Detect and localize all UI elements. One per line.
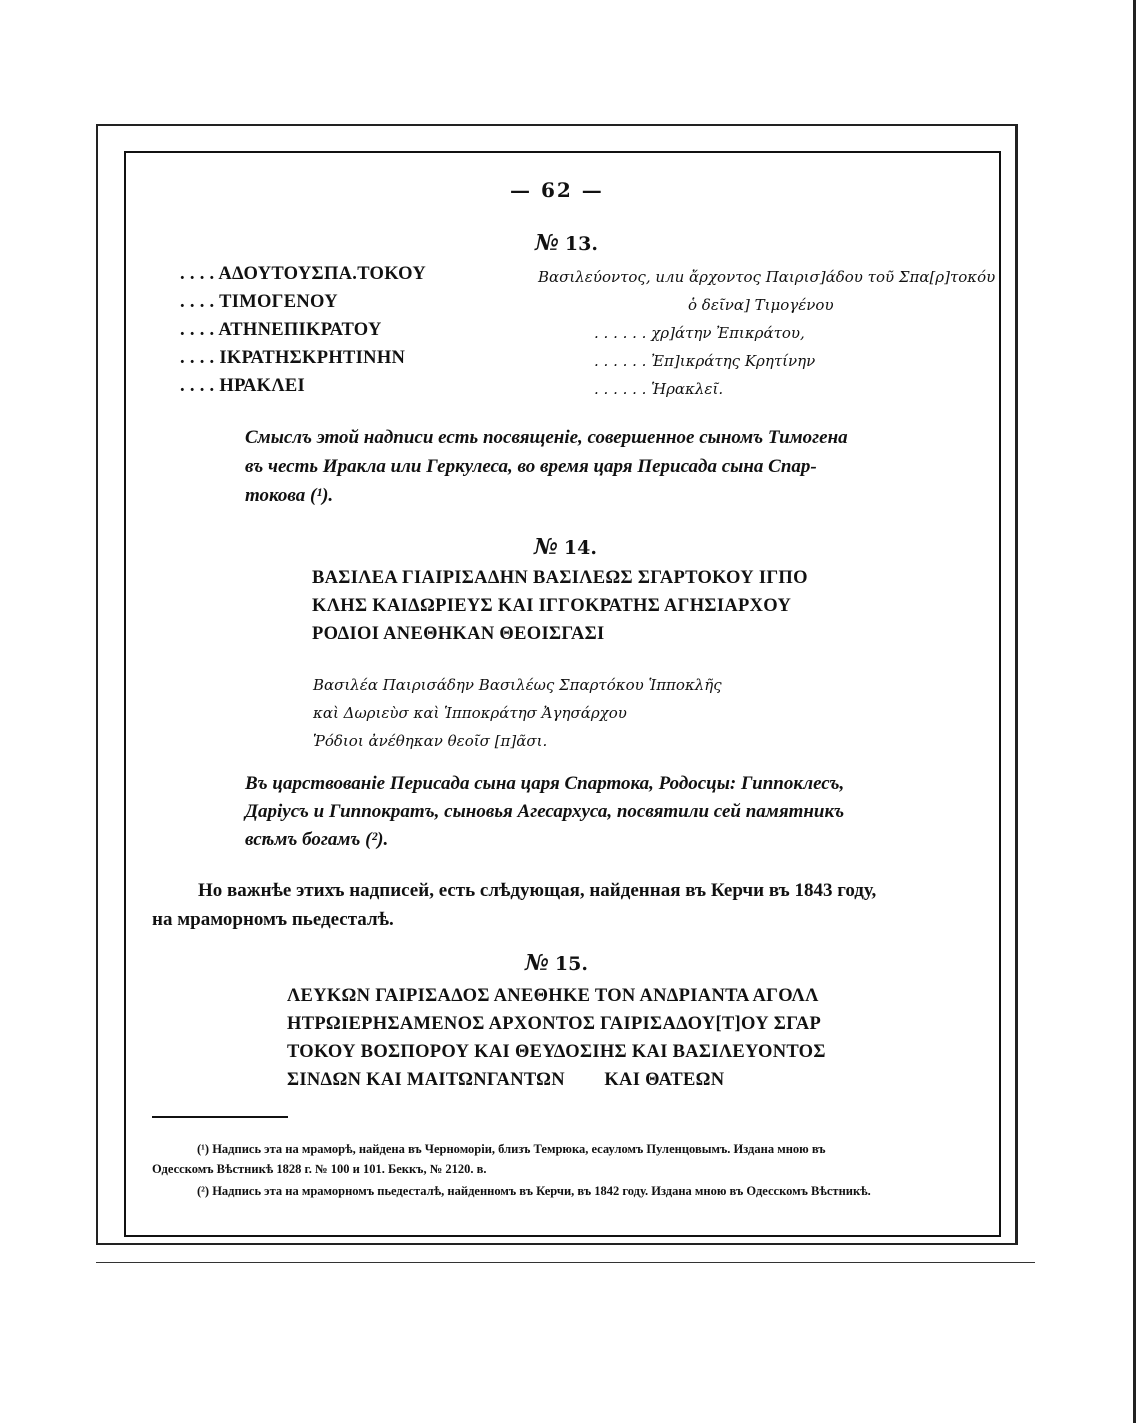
- numero-sign: №: [525, 950, 549, 976]
- inscription-15-greek-line: ΛΕΥΚΩΝ ΓΑΙΡΙΣΑΔΟΣ ΑΝΕΘΗΚΕ ΤΟΝ ΑΝΔΡΙΑΝΤΑ ΑΓΟΛΛ: [287, 986, 819, 1006]
- inscription-13-greek-line: . . . . ΗΡΑΚΛΕΙ: [180, 376, 306, 396]
- inscription-14-transcription-line: καὶ Δωριεὺσ καὶ Ἱπποκράτησ Ἀγησάρχου: [313, 704, 627, 722]
- inscription-15-greek-line: ΣΙΝΔΩΝ ΚΑΙ ΜΑΙΤΩΝΓΑΝΤΩΝ ΚΑΙ ΘΑΤΕΩΝ: [287, 1070, 725, 1090]
- inscription-14-transcription-line: Βασιλέα Παιρισάδην Βασιλέως Σπαρτόκου Ἱπποκλῆς: [313, 676, 722, 694]
- bottom-rule: [96, 1262, 1035, 1263]
- inscription-14-greek-line: ΚΛΗΣ ΚΑΙΔΩΡΙΕΥΣ ΚΑΙ ΙΓΓΟΚΡΑΤΗΣ ΑΓΗΣΙΑΡΧΟΥ: [312, 596, 792, 616]
- inscription-13-commentary-line: токова (¹).: [245, 485, 334, 506]
- body-paragraph-line: Но важнѣе этихъ надписей, есть слѣдующая, найденная въ Керчи въ 1843 году,: [198, 880, 877, 901]
- inscription-14-commentary-line: всѣмъ богамъ (²).: [245, 829, 389, 850]
- inscription-14-greek-line: ΒΑΣΙΛΕΑ ΓΙΑΙΡΙΣΑΔΗΝ ΒΑΣΙΛΕΩΣ ΣΓΑΡΤΟΚΟΥ ΙΓΠΟ: [312, 568, 808, 588]
- inscription-13-greek-line: . . . . ΑΤΗΝΕΠΙΚΡΑΤΟΥ: [180, 320, 382, 340]
- inscription-14-greek-line: ΡΟΔΙΟΙ ΑΝΕΘΗΚΑΝ ΘΕΟΙΣΓΑΣΙ: [312, 624, 605, 644]
- inscription-13-transcription-line: . . . . . . Ἡρακλεῖ.: [594, 380, 724, 398]
- numero-sign: №: [534, 534, 558, 560]
- inscription-14-transcription-line: Ῥόδιοι ἀνέθηκαν θεοῖσ [π]ᾶσι.: [313, 732, 548, 750]
- inscription-13-greek-line: . . . . ΑΔΟΥΤΟΥΣΠΑ.ΤΟΚΟΥ: [180, 264, 426, 284]
- inscription-13-transcription-line: ὁ δεῖνα] Τιμογένου: [688, 296, 834, 314]
- inscription-13-number: 13.: [564, 233, 598, 255]
- inscription-13-commentary-line: въ честь Иракла или Геркулеса, во время царя Перисада сына Спар-: [245, 456, 817, 477]
- inscription-15-greek-line: ΗΤΡΩΙΕΡΗΣΑΜΕΝΟΣ ΑΡΧΟΝΤΟΣ ΓΑΙΡΙΣΑΔΟΥ[Τ]ΟΥ ΣΓΑΡ: [287, 1014, 822, 1034]
- inscription-13-greek-line: . . . . ΤΙΜΟΓΕΝΟΥ: [180, 292, 338, 312]
- inscription-13-greek-line: . . . . ΙΚΡΑΤΗΣΚΡΗΤΙΝΗΝ: [180, 348, 406, 368]
- inscription-14-commentary-line: Даріусъ и Гиппократъ, сыновья Агесархуса, посвятили сей памятникъ: [245, 801, 845, 822]
- inscription-13-transcription-line: Βασιλεύοντος, или ἄρχοντος Παιρισ]άδου τοῦ Σπα[ρ]τοκόυ: [538, 268, 996, 286]
- inscription-13-transcription-line: . . . . . . Ἐπ]ικράτης Κρητίνην: [594, 352, 816, 370]
- footnote-line: (²) Надпись эта на мраморномъ пьедесталѣ, найденномъ въ Керчи, въ 1842 году. Издана мною въ Одесскомъ Вѣстникѣ.: [197, 1184, 871, 1198]
- footnote-line: Одесскомъ Вѣстникѣ 1828 г. № 100 и 101. Беккъ, № 2120. в.: [152, 1162, 487, 1176]
- inscription-14-number: 14.: [563, 537, 597, 559]
- inscription-14-heading: [534, 534, 597, 560]
- inscription-13-commentary-line: Смыслъ этой надписи есть посвященіе, совершенное сыномъ Тимогена: [245, 427, 848, 448]
- inscription-14-commentary-line: Въ царствованіе Перисада сына царя Спартока, Родосцы: Гиппоклесъ,: [245, 773, 845, 794]
- inscription-15-heading: [525, 950, 588, 976]
- footnote-rule: [152, 1116, 288, 1118]
- page-number: — 62 —: [510, 178, 604, 202]
- inscription-13-heading: [535, 230, 598, 256]
- page-edge-shadow: [1133, 0, 1136, 1423]
- inscription-15-number: 15.: [554, 953, 588, 975]
- body-paragraph-line: на мраморномъ пьедесталѣ.: [152, 909, 394, 930]
- numero-sign: №: [535, 230, 559, 256]
- inscription-13-transcription-line: . . . . . . χρ]άτην Ἐπικράτου,: [594, 324, 805, 342]
- footnote-line: (¹) Надпись эта на мраморѣ, найдена въ Черноморіи, близъ Темрюка, есауломъ Пуленцовымъ. Издана мною въ: [197, 1142, 826, 1156]
- inscription-15-greek-line: ΤΟΚΟΥ ΒΟΣΠΟΡΟΥ ΚΑΙ ΘΕΥΔΟΣΙΗΣ ΚΑΙ ΒΑΣΙΛΕΥΟΝΤΟΣ: [287, 1042, 826, 1062]
